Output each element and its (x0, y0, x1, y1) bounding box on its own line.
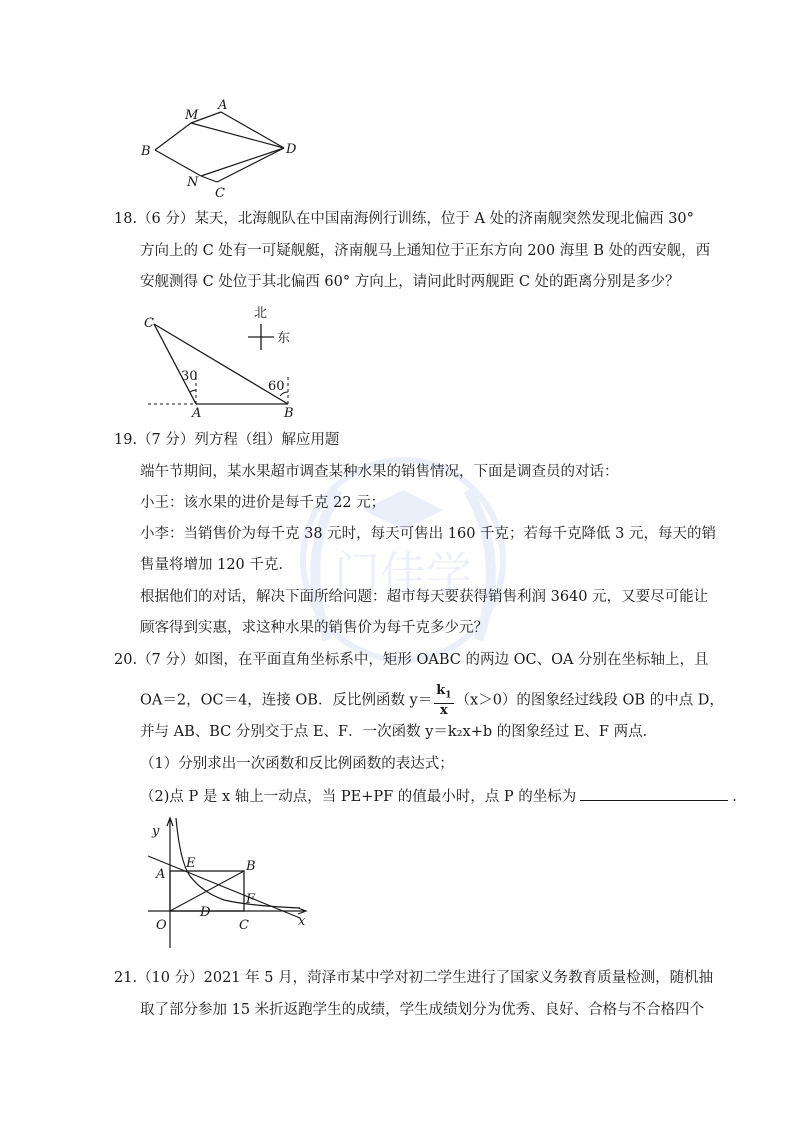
compass-east-label: 东 (277, 331, 291, 346)
compass-north-label: 北 (254, 306, 268, 321)
frac-denominator: x (440, 702, 448, 718)
watermark-text: 门​佳​学 (334, 547, 472, 601)
frac-numerator: k (436, 683, 446, 698)
question-score: （10 分） (137, 970, 204, 986)
question-title: 列方程（组）解应用题 (194, 432, 340, 448)
question-19-line-5: 根据他们的对话，解决下面所给问题：超市每天要获得销售利润 3640 元，又要尽可能让 (140, 589, 709, 605)
label-a: A (156, 867, 166, 882)
angle-60-label: 60 (268, 379, 285, 394)
label-f: F (246, 892, 256, 907)
fraction-k1-over-x (434, 684, 453, 717)
question-number: 20. (114, 652, 138, 668)
question-score: （7 分） (137, 432, 195, 448)
end-mark: . (732, 789, 737, 805)
question-19-header (114, 430, 339, 450)
label-m: M (185, 108, 199, 123)
label-b: B (246, 859, 256, 874)
label-n: N (187, 175, 199, 190)
question-18-line-3: 安舰测得 C 处位于其北偏西 60° 方向上，请问此时两舰距 C 处的距离分别是多少？ (140, 274, 680, 290)
question-20-line-3: 并与 AB、BC 分别交于点 E、F．一次函数 y＝k₂x+b 的图象经过 E、F 两点． (140, 724, 658, 740)
frac-subscript: 1 (445, 690, 452, 701)
label-a: A (192, 406, 202, 421)
question-21-line-2: 取了部分参加 15 米折返跑学生的成绩，学生成绩划分为优秀、良好、合格与不合格四个 (140, 1002, 705, 1018)
label-o: O (156, 918, 167, 933)
label-b: B (284, 406, 294, 421)
figure-q17 (135, 96, 315, 201)
question-number: 19. (114, 432, 138, 448)
question-text: 2021 年 5 月，菏泽市某中学对初二学生进行了国家义务教育质量检测，随机抽 (203, 970, 714, 986)
question-text: 如图，在平面直角坐标系中，矩形 OABC 的两边 OC、OA 分别在坐标轴上，且 (194, 652, 709, 668)
question-score: （7 分） (137, 652, 195, 668)
question-20-part-2 (140, 786, 737, 807)
question-21-line-1 (114, 968, 713, 988)
question-19-line-4: 售量将增加 120 千克. (140, 557, 284, 573)
question-20-part-1: （1）分别求出一次函数和反比例函数的表达式； (140, 756, 454, 772)
question-text: OA＝2，OC＝4，连接 OB．反比例函数 y＝ (140, 692, 433, 709)
label-a: A (218, 98, 228, 113)
question-18-line-2: 方向上的 C 处有一可疑舰艇，济南舰马上通知位于正东方向 200 海里 B 处的西安舰，西 (140, 243, 711, 259)
question-text: 某天，北海舰队在中国南海例行训练，位于 A 处的济南舰突然发现北偏西 30° (194, 211, 694, 227)
question-text: （2)点 P 是 x 轴上一动点，当 PE+PF 的值最小时，点 P 的坐标为 (140, 789, 577, 805)
question-19-line-1: 端午节期间，某水果超市调查某种水果的销售情况，下面是调查员的对话： (140, 464, 619, 480)
label-d: D (286, 142, 297, 157)
question-text: （x＞0）的图象经过线段 OB 的中点 D， (455, 692, 724, 709)
question-score: （6 分） (137, 211, 195, 227)
label-b: B (141, 144, 151, 159)
question-20-line-1 (114, 650, 709, 670)
angle-30-label: 30 (181, 369, 198, 384)
label-c: C (144, 316, 154, 331)
question-20-line-2 (140, 684, 724, 717)
label-c: C (215, 186, 225, 201)
question-18-line-1 (114, 209, 694, 229)
question-number: 18. (114, 211, 138, 227)
label-x: x (298, 914, 306, 929)
question-number: 21. (114, 970, 138, 986)
label-c: C (239, 918, 249, 933)
answer-blank[interactable] (580, 786, 728, 801)
figure-q20 (140, 812, 320, 952)
label-d: D (200, 905, 211, 920)
question-19-line-3: 小李：当销售价为每千克 38 元时，每天可售出 160 千克；若每千克降低 3 元，每天的销 (140, 526, 717, 542)
figure-q18 (140, 300, 320, 420)
question-19-line-2: 小王：该水果的进价是每千克 22 元； (140, 495, 386, 511)
label-e: E (186, 856, 196, 871)
question-19-line-6: 顾客得到实惠，求这种水果的销售价为每千克多少元？ (140, 620, 488, 636)
label-y: y (152, 824, 160, 839)
